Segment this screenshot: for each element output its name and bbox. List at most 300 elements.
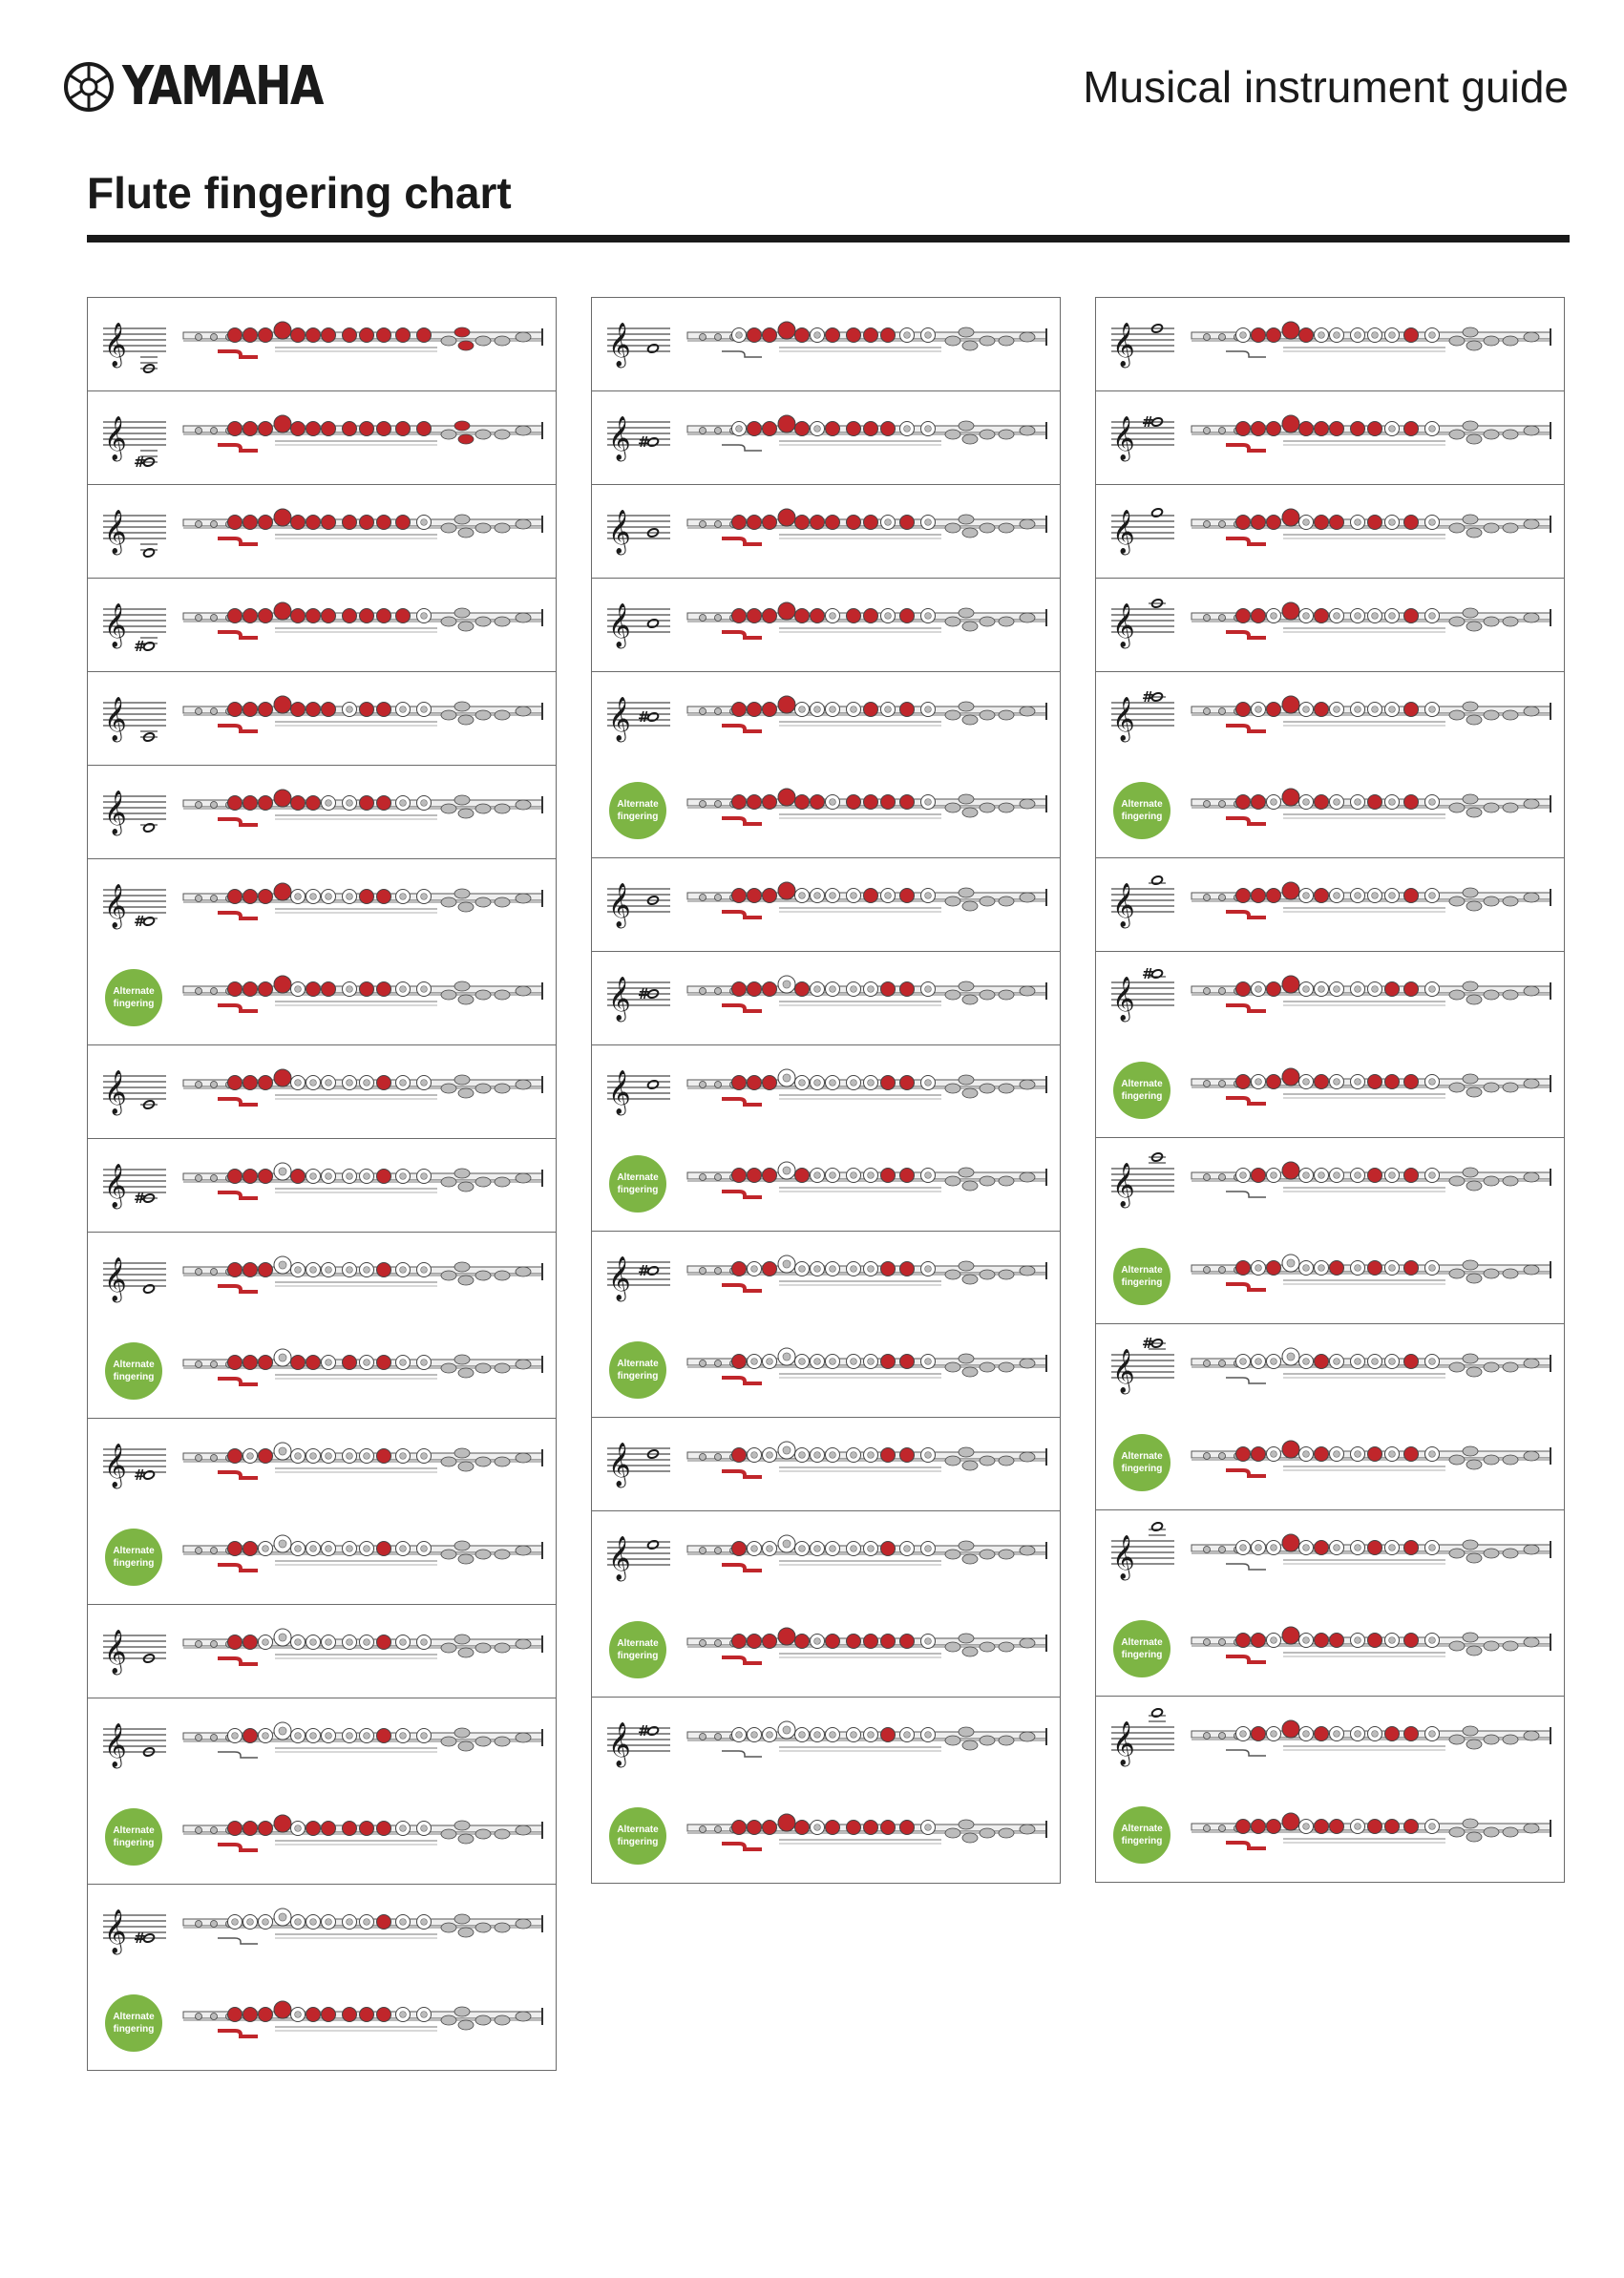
side-key	[196, 1735, 202, 1741]
key-center	[1240, 1545, 1247, 1551]
closed-key	[778, 509, 795, 526]
key-center	[1429, 426, 1436, 432]
side-key	[1204, 1547, 1211, 1553]
side-key	[1219, 1174, 1226, 1181]
fingering-cell	[87, 391, 557, 485]
side-key	[196, 428, 202, 434]
foot-key	[454, 795, 470, 805]
foot-key	[516, 800, 531, 810]
foot-key	[1466, 808, 1482, 817]
key-center	[1389, 893, 1396, 899]
closed-key	[763, 703, 777, 717]
closed-key	[748, 1169, 762, 1183]
closed-key	[228, 1822, 243, 1836]
closed-key	[1282, 1627, 1299, 1644]
closed-key	[274, 696, 291, 713]
side-key	[1204, 895, 1211, 901]
fingering-row	[592, 858, 1060, 951]
closed-key	[778, 322, 795, 339]
closed-key	[1252, 1447, 1266, 1462]
closed-key	[343, 1822, 357, 1836]
closed-key	[763, 1635, 777, 1649]
key-center	[347, 1546, 353, 1552]
treble-clef-icon: 𝄞	[1112, 323, 1135, 367]
side-key	[700, 1174, 707, 1181]
closed-key	[228, 1449, 243, 1464]
key-center	[1355, 1359, 1361, 1365]
closed-key	[1330, 422, 1344, 436]
key-center	[1287, 1259, 1295, 1267]
closed-key	[795, 328, 810, 343]
thumb-key	[722, 632, 762, 638]
flute-diagram	[684, 1057, 1052, 1129]
key-center	[925, 1172, 932, 1179]
side-key	[715, 521, 722, 528]
key-center	[1429, 1637, 1436, 1644]
key-center	[1303, 986, 1310, 993]
closed-key	[228, 703, 243, 717]
key-center	[925, 519, 932, 526]
foot-key	[1524, 707, 1539, 716]
badge-label: Alternate fingering	[113, 1360, 155, 1382]
fingering-cell	[87, 1419, 557, 1605]
thumb-key	[218, 1658, 258, 1664]
foot-key	[516, 1639, 531, 1649]
note-staff	[1109, 309, 1176, 380]
closed-key	[243, 1635, 258, 1650]
closed-key	[1252, 889, 1266, 903]
closed-key	[274, 976, 291, 993]
note-staff	[101, 1057, 168, 1128]
key-center	[751, 1359, 758, 1365]
closed-key	[360, 609, 374, 623]
fingering-row	[592, 298, 1060, 390]
closed-key	[360, 328, 374, 343]
closed-key	[291, 703, 306, 717]
foot-key	[458, 1462, 474, 1471]
foot-key	[1449, 990, 1465, 1000]
thumb-key	[218, 1286, 258, 1292]
foot-key	[516, 332, 531, 342]
closed-key	[259, 1356, 273, 1370]
foot-key	[1466, 528, 1482, 538]
foot-key	[454, 702, 470, 711]
flute-diagram	[179, 1523, 548, 1595]
foot-key	[441, 430, 456, 439]
foot-key	[980, 1736, 995, 1745]
side-key	[700, 1360, 707, 1367]
foot-key	[962, 1554, 978, 1564]
key-center	[925, 613, 932, 620]
key-center	[783, 1446, 791, 1454]
treble-clef-icon: 𝄞	[104, 1630, 127, 1674]
fingering-cell	[1095, 1138, 1565, 1324]
key-center	[364, 1360, 370, 1366]
foot-key	[1484, 1176, 1499, 1186]
closed-key	[360, 422, 374, 436]
closed-key	[1252, 328, 1266, 343]
key-center	[783, 1353, 791, 1360]
closed-key	[763, 1076, 777, 1090]
note-staff	[101, 1616, 168, 1687]
note-staff	[605, 1709, 672, 1780]
foot-key	[458, 1088, 474, 1098]
flute-diagram	[1188, 309, 1556, 382]
key-center	[851, 707, 857, 713]
key-center	[1355, 1265, 1361, 1272]
thumb-key	[1226, 912, 1266, 918]
thumb-key	[1226, 632, 1266, 638]
closed-key	[1404, 982, 1419, 997]
key-center	[1240, 1172, 1247, 1179]
key-center	[1271, 1731, 1277, 1738]
closed-key	[1236, 1634, 1251, 1648]
foot-key	[1503, 1549, 1518, 1558]
closed-key	[1236, 703, 1251, 717]
closed-key	[900, 795, 915, 810]
key-center	[925, 1825, 932, 1831]
treble-clef-icon: 𝄞	[104, 603, 127, 647]
foot-key	[458, 1928, 474, 1937]
closed-key	[360, 982, 374, 997]
flute-diagram	[1188, 1522, 1556, 1594]
foot-key	[475, 1363, 491, 1373]
foot-key	[516, 1733, 531, 1742]
alternate-fingering-row	[88, 1325, 556, 1418]
key-center	[783, 1167, 791, 1174]
key-center	[1355, 1079, 1361, 1086]
closed-key	[243, 1263, 258, 1277]
thumb-key	[218, 726, 258, 731]
closed-key	[732, 609, 747, 623]
foot-key	[1449, 430, 1465, 439]
closed-key	[1282, 882, 1299, 899]
key-center	[1389, 799, 1396, 806]
fingering-row	[592, 579, 1060, 671]
closed-key	[1404, 328, 1419, 343]
fingering-cell	[87, 1885, 557, 2071]
foot-key	[516, 1360, 531, 1369]
foot-key	[495, 1271, 510, 1280]
thumb-key	[218, 1938, 258, 1944]
key-center	[1355, 1545, 1361, 1551]
treble-clef-icon: 𝄞	[608, 1443, 631, 1487]
closed-key	[291, 609, 306, 623]
key-center	[310, 894, 317, 900]
key-center	[1429, 1079, 1436, 1086]
fingering-row	[592, 1045, 1060, 1138]
closed-key	[900, 1355, 915, 1369]
closed-key	[1368, 1261, 1382, 1276]
closed-key	[1282, 509, 1299, 526]
foot-key	[495, 1363, 510, 1373]
badge-label: Alternate fingering	[113, 1825, 155, 1848]
thumb-key	[1226, 1005, 1266, 1011]
foot-key	[458, 809, 474, 818]
treble-clef-icon: 𝄞	[104, 1257, 127, 1301]
key-center	[767, 1359, 773, 1365]
key-center	[1255, 1359, 1262, 1365]
foot-key	[999, 1550, 1014, 1559]
closed-key	[763, 328, 777, 343]
side-key	[1219, 428, 1226, 434]
foot-key	[1449, 1735, 1465, 1744]
closed-key	[1404, 1727, 1419, 1741]
key-center	[1389, 1545, 1396, 1551]
flute-diagram	[1188, 1614, 1556, 1687]
key-center	[830, 986, 836, 993]
closed-key	[1315, 1541, 1329, 1555]
key-center	[295, 1546, 302, 1552]
closed-key	[1368, 1820, 1382, 1834]
closed-key	[763, 422, 777, 436]
foot-key	[1449, 1641, 1465, 1651]
sharp-sign: #	[134, 453, 146, 471]
alternate-fingering-row	[592, 1604, 1060, 1697]
closed-key	[228, 516, 243, 530]
treble-clef-icon: 𝄞	[1112, 510, 1135, 554]
badge-label: Alternate fingering	[617, 799, 659, 822]
side-key	[700, 334, 707, 341]
side-key	[211, 428, 218, 434]
closed-key	[322, 2008, 336, 2022]
key-center	[400, 1546, 407, 1552]
note-staff	[101, 1244, 168, 1315]
side-key	[211, 802, 218, 809]
foot-key	[458, 622, 474, 631]
key-center	[851, 893, 857, 899]
treble-clef-icon: 𝄞	[1112, 603, 1135, 647]
fingering-cell	[87, 579, 557, 672]
fingering-row	[592, 391, 1060, 484]
note-staff	[1109, 963, 1176, 1034]
closed-key	[306, 1822, 321, 1836]
closed-key	[377, 796, 391, 811]
badge-label: Alternate fingering	[1121, 1079, 1163, 1102]
foot-key	[1449, 1827, 1465, 1837]
closed-key	[1368, 1541, 1382, 1555]
fingering-row	[88, 766, 556, 858]
closed-key	[360, 516, 374, 530]
closed-key	[763, 516, 777, 530]
side-key	[211, 1082, 218, 1088]
flute-diagram	[1188, 1056, 1556, 1128]
key-center	[421, 1825, 428, 1832]
key-center	[295, 1267, 302, 1274]
foot-key	[475, 1177, 491, 1187]
key-center	[1372, 613, 1379, 620]
foot-key	[1466, 1646, 1482, 1656]
foot-key	[1466, 1274, 1482, 1283]
fingering-row	[592, 1511, 1060, 1604]
side-key	[196, 708, 202, 715]
closed-key	[847, 795, 861, 810]
foot-key	[1449, 523, 1465, 533]
foot-key	[999, 1736, 1014, 1745]
key-center	[400, 707, 407, 713]
foot-key	[495, 1177, 510, 1187]
side-key	[196, 615, 202, 622]
badge-label: Alternate fingering	[1121, 1824, 1163, 1846]
foot-key	[475, 990, 491, 1000]
note-staff	[1109, 1522, 1176, 1592]
closed-key	[228, 1542, 243, 1556]
foot-key	[475, 617, 491, 626]
flute-diagram	[179, 871, 548, 943]
foot-key	[1449, 1176, 1465, 1186]
foot-key	[475, 523, 491, 533]
key-center	[1318, 1265, 1325, 1272]
thumb-key	[722, 1005, 762, 1011]
fingering-cell	[591, 1418, 1061, 1511]
foot-key	[475, 1737, 491, 1746]
closed-key	[291, 1170, 306, 1184]
foot-key	[1463, 1260, 1478, 1270]
closed-key	[732, 982, 747, 997]
foot-key	[959, 794, 974, 804]
thumb-key	[722, 445, 762, 451]
treble-clef-icon: 𝄞	[1112, 1721, 1135, 1765]
closed-key	[377, 422, 391, 436]
closed-key	[1404, 703, 1419, 717]
thumb-key	[218, 1005, 258, 1011]
closed-key	[826, 516, 840, 530]
foot-key	[441, 1829, 456, 1839]
foot-key	[959, 515, 974, 524]
foot-key	[458, 1741, 474, 1751]
closed-key	[417, 422, 432, 436]
closed-key	[732, 795, 747, 810]
key-center	[279, 1168, 286, 1175]
closed-key	[1282, 1162, 1299, 1179]
closed-key	[1404, 609, 1419, 623]
key-center	[1255, 1545, 1262, 1551]
note-staff	[101, 871, 168, 941]
key-center	[310, 1453, 317, 1460]
foot-key	[1484, 1362, 1499, 1372]
closed-key	[1236, 609, 1251, 623]
closed-key	[1315, 703, 1329, 717]
sharp-sign: #	[638, 1722, 650, 1740]
foot-key	[945, 1642, 960, 1652]
note-staff	[101, 1150, 168, 1221]
closed-key	[732, 1262, 747, 1276]
key-center	[421, 1919, 428, 1926]
closed-key	[243, 516, 258, 530]
flute-diagram	[1188, 1242, 1556, 1315]
closed-key	[396, 609, 411, 623]
foot-key	[980, 1362, 995, 1372]
foot-key	[441, 1457, 456, 1466]
foot-key	[458, 528, 474, 538]
foot-key	[999, 710, 1014, 720]
foot-key	[454, 2007, 470, 2016]
closed-key	[881, 1542, 896, 1556]
foot-key	[495, 897, 510, 907]
whole-note	[1151, 1708, 1164, 1718]
key-center	[421, 613, 428, 620]
whole-note	[647, 344, 660, 354]
closed-key	[732, 1169, 747, 1183]
foot-key	[959, 1354, 974, 1363]
foot-key	[1524, 1359, 1539, 1368]
key-center	[783, 1726, 791, 1734]
whole-note	[1151, 1522, 1164, 1531]
key-center	[295, 1825, 302, 1832]
side-key	[715, 1548, 722, 1554]
foot-key	[495, 710, 510, 720]
foot-key	[962, 341, 978, 350]
foot-key	[1020, 1825, 1035, 1834]
alternate-fingering-row	[1096, 1417, 1564, 1509]
note-staff	[1109, 684, 1176, 754]
closed-key	[864, 516, 878, 530]
closed-key	[343, 609, 357, 623]
key-center	[767, 1546, 773, 1552]
side-key	[715, 1454, 722, 1461]
key-center	[925, 1266, 932, 1273]
foot-key	[1524, 799, 1539, 809]
foot-key	[1484, 523, 1499, 533]
side-key	[196, 1175, 202, 1182]
flute-diagram	[1188, 1150, 1556, 1222]
key-center	[1334, 799, 1340, 806]
foot-key	[962, 622, 978, 631]
key-center	[814, 1546, 821, 1552]
thumb-key	[1226, 1843, 1266, 1848]
closed-key	[881, 1448, 896, 1463]
key-center	[1429, 893, 1436, 899]
closed-key	[1267, 703, 1281, 717]
fingering-cell	[591, 485, 1061, 579]
side-key	[1219, 895, 1226, 901]
key-center	[783, 1540, 791, 1548]
fingering-cell	[1095, 1324, 1565, 1510]
foot-key	[1463, 1726, 1478, 1736]
key-center	[925, 332, 932, 339]
closed-key	[1252, 609, 1266, 623]
side-key	[700, 1082, 707, 1088]
closed-key	[1267, 1261, 1281, 1276]
flute-diagram	[684, 1615, 1052, 1688]
closed-key	[377, 516, 391, 530]
key-center	[364, 1453, 370, 1460]
key-center	[364, 1733, 370, 1740]
closed-key	[748, 1076, 762, 1090]
closed-key	[900, 889, 915, 903]
key-center	[347, 1080, 353, 1086]
closed-key	[343, 516, 357, 530]
closed-key	[881, 795, 896, 810]
key-center	[814, 707, 821, 713]
sharp-sign: #	[134, 1190, 146, 1207]
closed-key	[763, 609, 777, 623]
closed-key	[360, 890, 374, 904]
thumb-key	[1226, 1656, 1266, 1662]
foot-key	[454, 1169, 470, 1178]
key-center	[1303, 1079, 1310, 1086]
side-key	[196, 896, 202, 902]
key-center	[326, 1919, 332, 1926]
key-center	[814, 893, 821, 899]
key-center	[830, 707, 836, 713]
foot-key	[999, 803, 1014, 812]
key-center	[799, 1546, 806, 1552]
side-key	[1204, 428, 1211, 434]
flute-diagram	[684, 590, 1052, 663]
key-center	[364, 1639, 370, 1646]
key-center	[364, 1080, 370, 1086]
